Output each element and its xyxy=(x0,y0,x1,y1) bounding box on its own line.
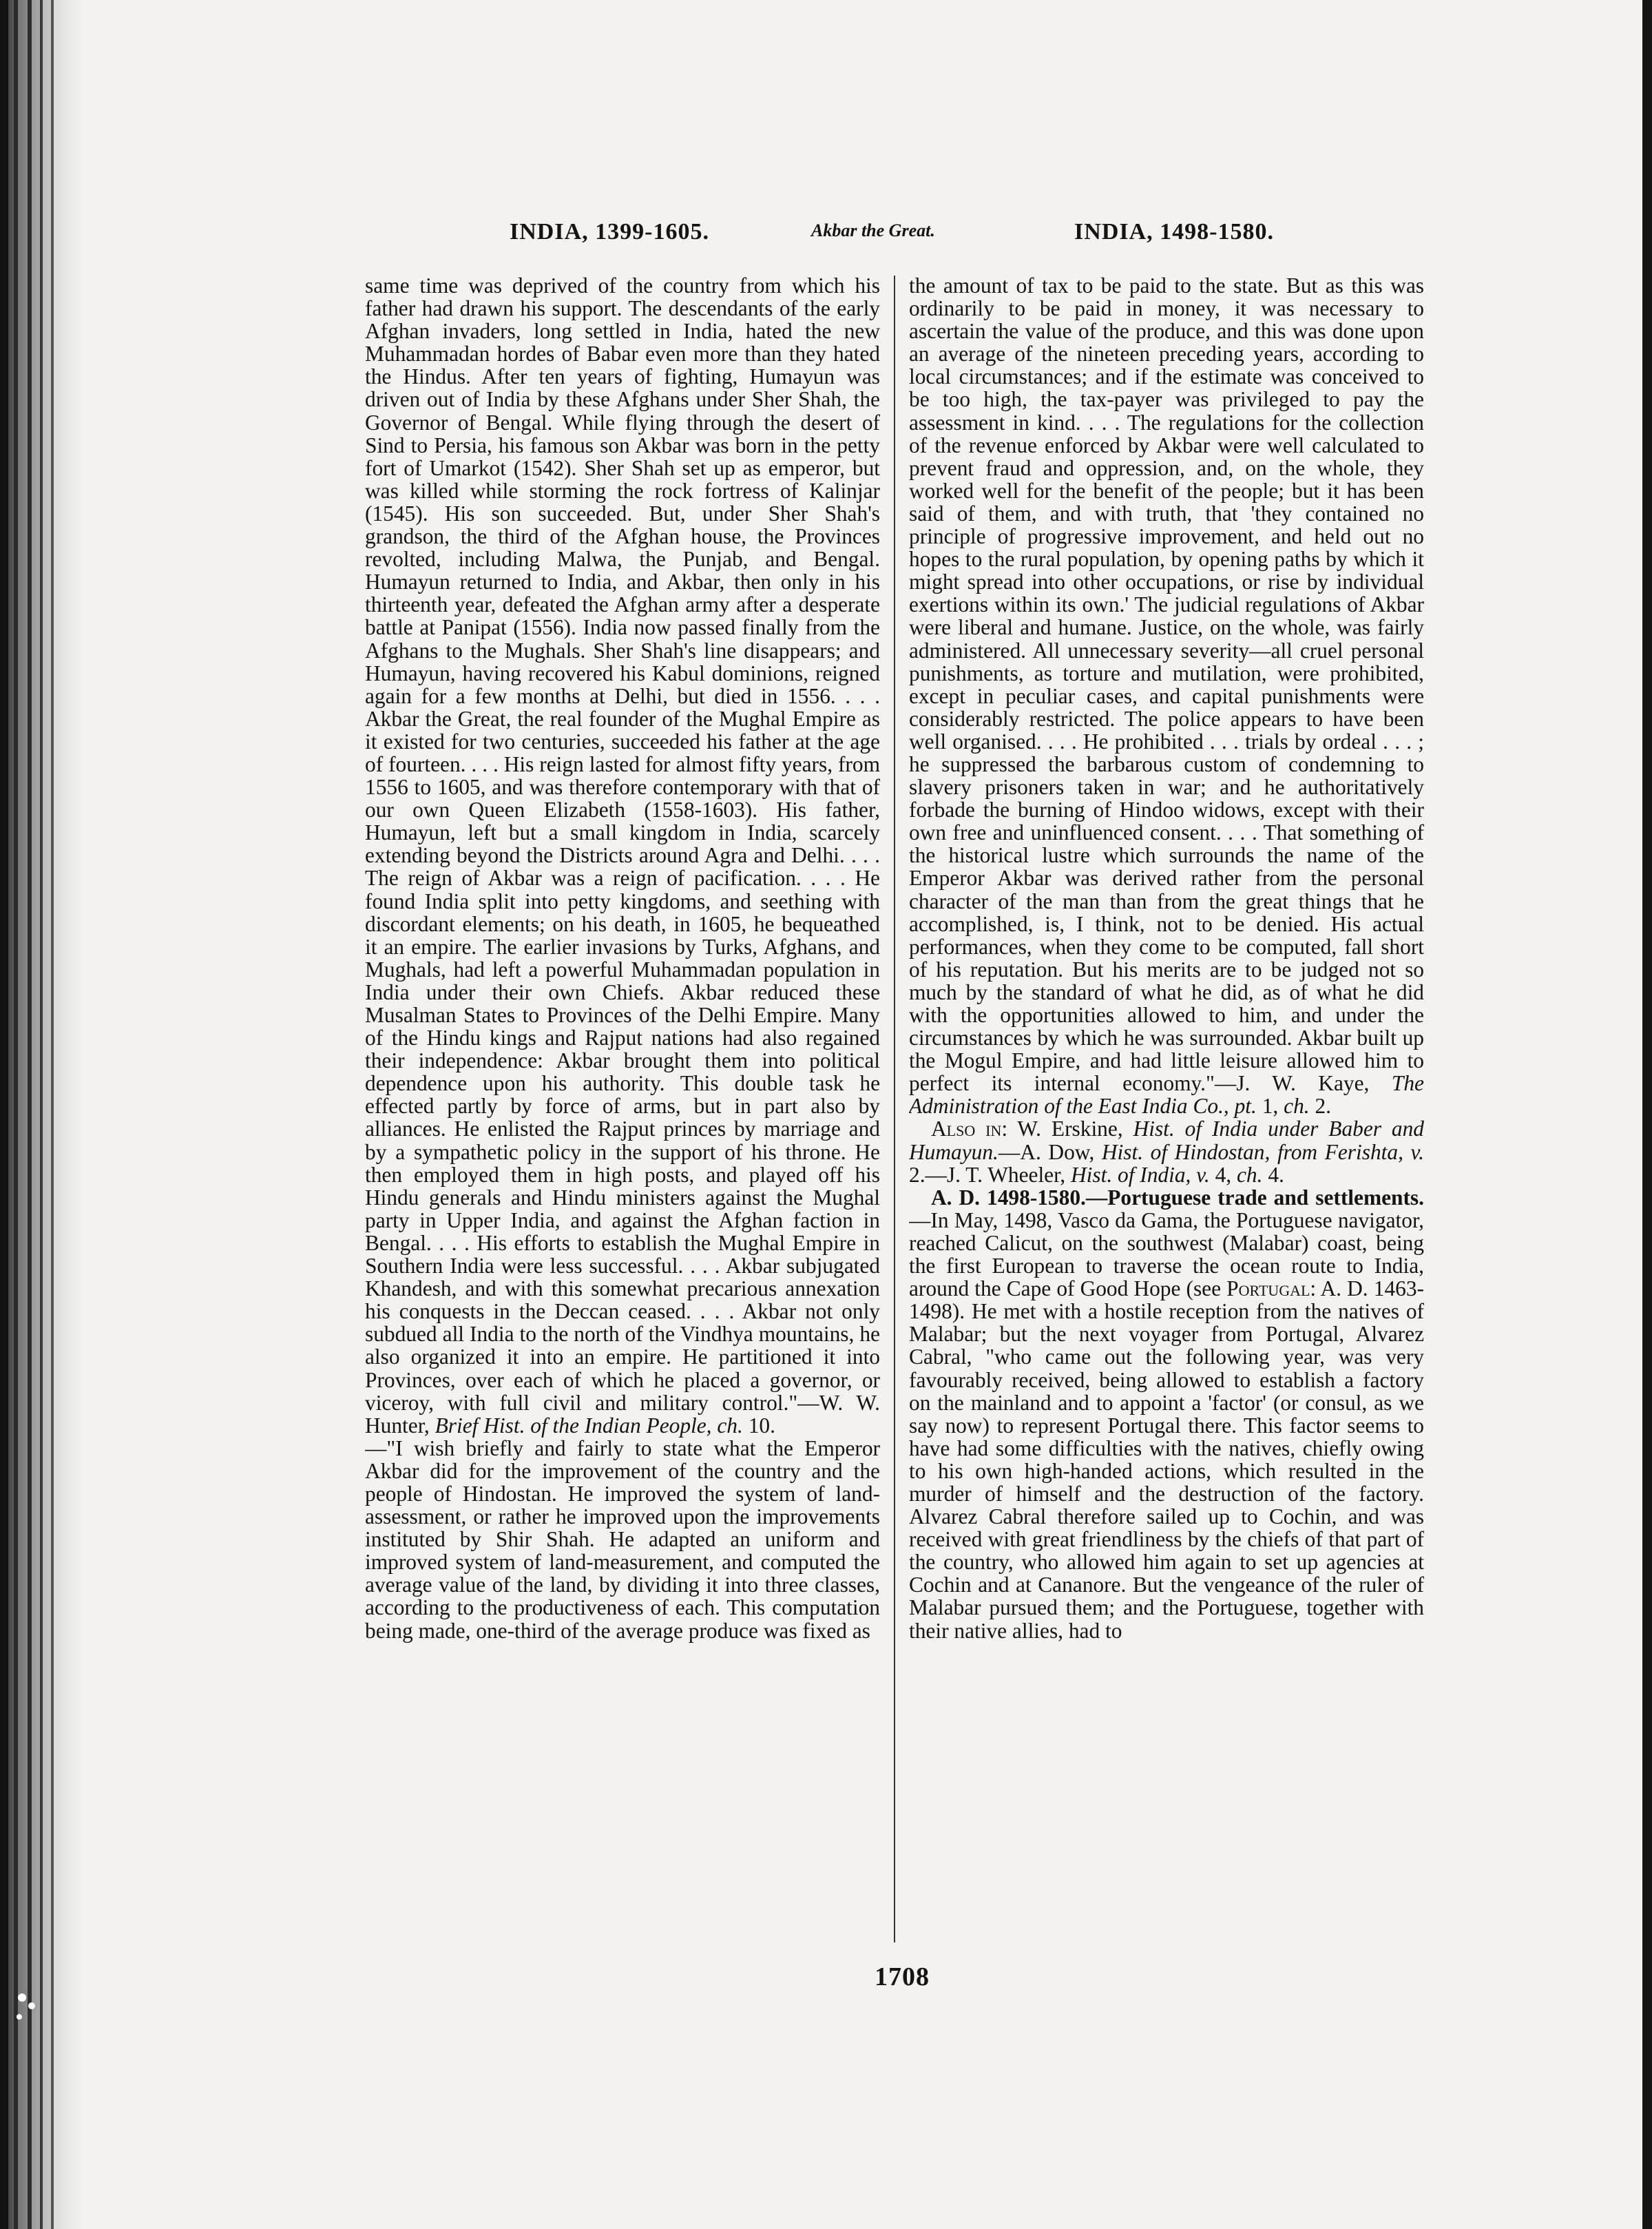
paragraph-text: —In May, 1498, Vasco da Gama, the Portuguese navigator, reached Calicut, on the southwest (Malabar) coast, being the first European to traverse the ocean route to India, around the Cape of Good Hope (see xyxy=(909,1207,1424,1301)
entry-heading: A. D. 1498-1580.—Portuguese trade and settlements. xyxy=(931,1185,1424,1210)
speck xyxy=(28,2002,35,2009)
citation-number: 10. xyxy=(748,1413,775,1438)
right-column xyxy=(909,274,1424,1949)
scan-speckles xyxy=(10,1984,58,2046)
header-center: Akbar the Great. xyxy=(811,220,935,240)
page-binding-edge xyxy=(0,0,83,2229)
reference-author: —A. Dow, xyxy=(998,1139,1095,1164)
paragraph-text: same time was deprived of the country from which his father had drawn his support. The descendants of the early Afghan invaders, long settled in India, hated the new Muhammadan hordes of Babar even more than they hated the Hindus. After ten years of fighting, Humayun was driven out of India by these Afghans under Sher Shah, the Governor of Bengal. While flying through the desert of Sind to Persia, his famous son Akbar was born in the petty fort of Umarkot (1542). Sher Shah set up as emperor, but was killed while storming the rock fortress of Kalinjar (1545). His son succeeded. But, under Sher Shah's grandson, the third of the Afghan house, the Provinces revolted, including Malwa, the Punjab, and Bengal. Humayun returned to India, and Akbar, then only in his thirteenth year, defeated the Afghan army after a desperate battle at Panipat (1556). India now passed finally from the Afghans to the Mughals. Sher Shah's line disappears; and Humayun, having recovered his Kabul dominions, reigned again for a few months at Delhi, but died in 1556. . . . Akbar the Great, the real founder of the Mughal Empire as it existed for two centuries, succeeded his father at the age of fourteen. . . . His reign lasted for almost fifty years, from 1556 to 1605, and was therefore contemporary with that of our own Queen Elizabeth (1558-1603). His father, Humayun, left but a small kingdom in India, scarcely extending beyond the Districts around Agra and Delhi. . . . The reign of Akbar was a reign of pacification. . . . He found India split into petty kingdoms, and seething with discordant elements; on his death, in 1605, he bequeathed it an empire. The earlier invasions by Turks, Afghans, and Mughals, had left a powerful Muhammadan population in India under their own Chiefs. Akbar reduced these Musalman States to Provinces of the Delhi Empire. Many of the Hindu kings and Rajput nations had also regained their independence: Akbar brought them into political dependence upon his authority. This double task he effected partly by force of arms, but in part also by alliances. He enlisted the Rajput princes by marriage and by a sympathetic policy in the support of his throne. He then employed them in high posts, and played off his Hindu generals and Hindu ministers against the Mughal party in Upper India, and against the Afghan faction in Bengal. . . . His efforts to establish the Mughal Empire in Southern India were less successful. . . . Akbar subjugated Khandesh, and with this somewhat precarious annexation his conquests in the Deccan ceased. . . . Akbar not only subdued all India to the north of the Vindhya mountains, he also organized it into an empire. He partitioned it into Provinces, over each of which he placed a governor, or viceroy, with full civil and military control."—W. W. Hunter, xyxy=(365,274,880,1438)
left-column xyxy=(365,274,880,1949)
speck xyxy=(18,1993,26,2002)
also-in-label: Also in xyxy=(931,1117,1002,1141)
reference-title: Hist. of India under Baber and Humayun. xyxy=(909,1117,1424,1164)
entry-paragraph xyxy=(909,1186,1424,1642)
citation-title: The Administration of the East India Co., pt. xyxy=(909,1071,1424,1119)
scan-border xyxy=(1642,0,1652,2229)
cross-reference: Portugal xyxy=(1226,1276,1310,1301)
citation-part: 1, xyxy=(1262,1094,1279,1119)
column-divider xyxy=(894,276,895,1942)
also-in-paragraph xyxy=(909,1117,1424,1185)
header-right: INDIA, 1498-1580. xyxy=(1074,219,1274,245)
reference-chapter-number: 4. xyxy=(1268,1162,1284,1187)
reference-author: : W. Erskine, xyxy=(1001,1117,1123,1141)
paragraph-text: : A. D. 1463-1498). He met with a hostile reception from the natives of Malabar; but the next voyager from Portugal, Alvarez Cabral, "who came out the following year, was very favourably received, being allowed to establish a factory on the mainland and to appoint a 'factor' (or consul, as we say now) to represent Portugal there. This factor seems to have had some difficulties with the natives, chiefly owing to his own high-handed actions, which resulted in the murder of himself and the destruction of the factory. Alvarez Cabral therefore sailed up to Cochin, and was received with great friendliness by the chiefs of that part of the country, who allowed him again to set up agencies at Cochin and at Cananore. But the vengeance of the ruler of Malabar pursued them; and the Portuguese, together with their native allies, had to xyxy=(909,1276,1424,1643)
paragraph xyxy=(909,274,1424,1117)
citation-chapter-number: 2. xyxy=(1315,1094,1332,1119)
reference-chapter: ch. xyxy=(1236,1162,1263,1187)
reference-title: Hist. of India, v. xyxy=(1071,1162,1210,1187)
page-number: 1708 xyxy=(875,1962,930,1991)
speck xyxy=(17,2014,22,2020)
citation-chapter: ch. xyxy=(1284,1094,1310,1119)
paragraph-text: —"I wish briefly and fairly to state what the Emperor Akbar did for the improvement of the country and the people of Hindostan. He improved the system of land-assessment, or rather he improved upon the improvements instituted by Shir Shah. He adapted an uniform and improved system of land-measurement, and computed the average value of the land, by dividing it into three classes, according to the productiveness of each. This computation being made, one-third of the average produce was fixed as xyxy=(365,1435,880,1643)
reference-title: Hist. of Hindostan, from Ferishta, v. xyxy=(1101,1139,1424,1164)
running-header xyxy=(510,219,1274,253)
header-left: INDIA, 1399-1605. xyxy=(510,219,709,245)
reference-author: 2.—J. T. Wheeler, xyxy=(909,1162,1066,1187)
reference-volume: 4, xyxy=(1215,1162,1232,1187)
paragraph xyxy=(365,274,880,1437)
paragraph xyxy=(365,1437,880,1642)
citation-title: Brief Hist. of the Indian People, ch. xyxy=(435,1413,743,1438)
paragraph-text: the amount of tax to be paid to the state. But as this was ordinarily to be paid in money, it was necessary to ascertain the value of the produce, and this was done upon an average of the nineteen preceding years, according to local circumstances; and if the estimate was conceived to be too high, the tax-payer was privileged to pay the assessment in kind. . . . The regulations for the collection of the revenue enforced by Akbar were well calculated to prevent fraud and oppression, and, on the whole, they worked well for the benefit of the people; but it has been said of them, and with truth, that 'they contained no principle of progressive improvement, and held out no hopes to the rural population, by opening paths by which it might spread into other occupations, or rise by individual exertions within its own.' The judicial regulations of Akbar were liberal and humane. Justice, on the whole, was fairly administered. All unnecessary severity—all cruel personal punishments, as torture and mutilation, were prohibited, except in peculiar cases, and capital punishments were considerably restricted. The police appears to have been well organised. . . . He prohibited . . . trials by ordeal . . . ; he suppressed the barbarous custom of condemning to slavery prisoners taken in war; and he authoritatively forbade the burning of Hindoo widows, except with their own free and uninfluenced consent. . . . That something of the historical lustre which surrounds the name of the Emperor Akbar was derived rather from the personal character of the man than from the great things that he accomplished, is, I think, not to be denied. His actual performances, when they come to be computed, fall short of his reputation. But his merits are to be judged not so much by the standard of what he did, as of what he did with the opportunities allowed to him, and under the circumstances by which he was surrounded. Akbar built up the Mogul Empire, and had little leisure allowed him to perfect its internal economy."—J. W. Kaye, xyxy=(909,274,1424,1096)
